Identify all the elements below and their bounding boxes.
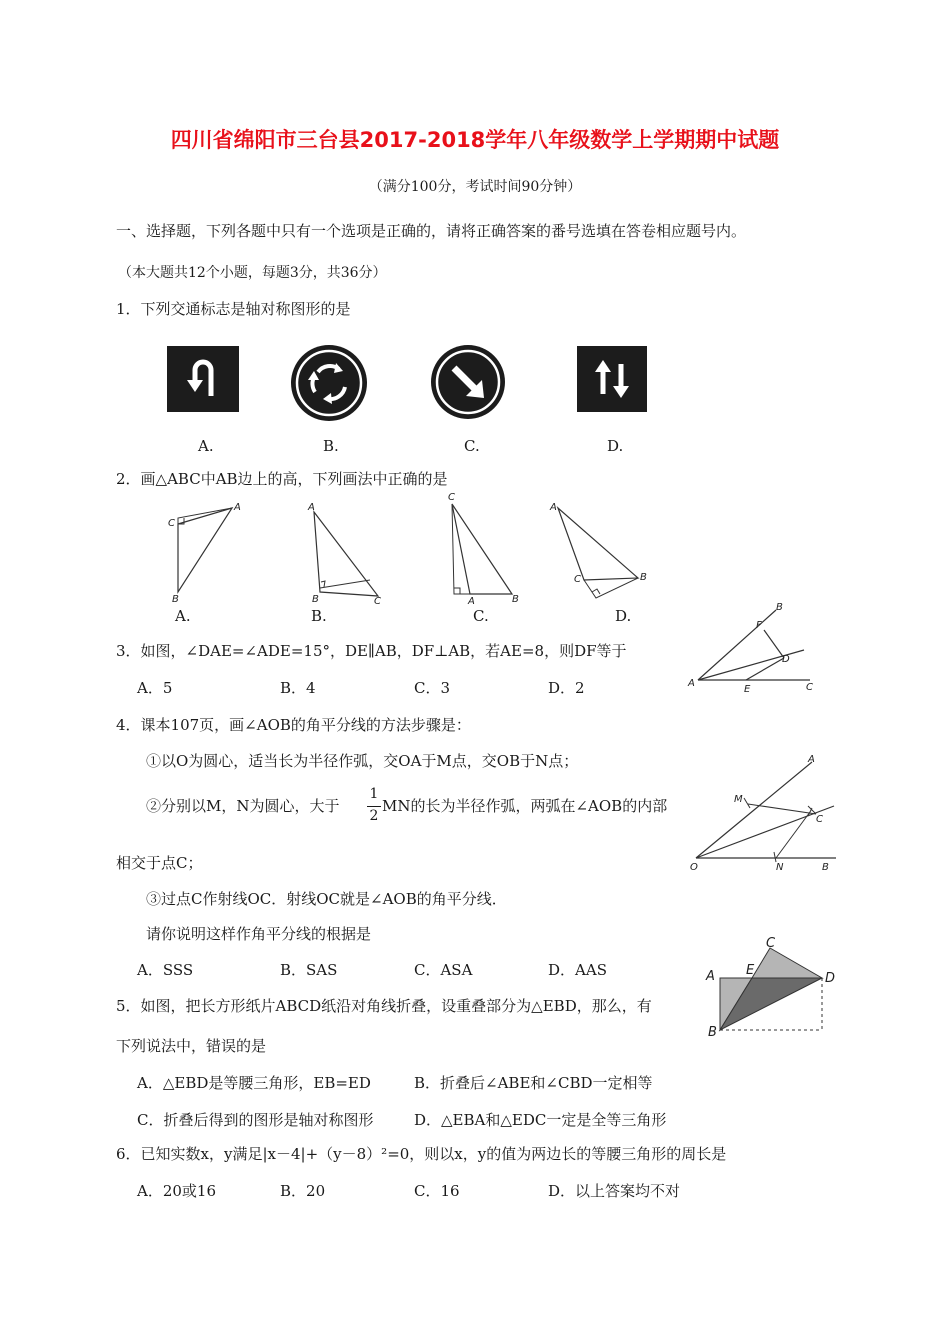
q1-option-a: A. <box>198 437 214 455</box>
q2c-label-c: C <box>448 492 455 503</box>
fraction-numerator: 1 <box>369 786 379 802</box>
fraction-denominator: 2 <box>369 808 379 824</box>
q2d-label-c: C <box>574 574 581 585</box>
q2-stem: 2．画△ABC中AB边上的高，下列画法中正确的是 <box>116 470 448 488</box>
q2b-label-c: C <box>374 596 381 607</box>
q3-option-d: D．2 <box>548 679 585 697</box>
q2-option-d: D. <box>615 607 632 625</box>
q1-option-d: D. <box>607 437 624 455</box>
q4-label-n: N <box>776 862 784 873</box>
q1-option-b: B. <box>323 437 339 455</box>
two-way-traffic-sign-icon <box>577 346 647 412</box>
q6-option-a: A．20或16 <box>137 1182 217 1200</box>
q6-option-c: C．16 <box>414 1182 460 1200</box>
q3-label-b: B <box>776 602 783 613</box>
q5-option-a: A．△EBD是等腰三角形，EB=ED <box>137 1074 371 1092</box>
q2a-label-b: B <box>172 594 179 605</box>
q4-step1: ①以O为圆心，适当长为半径作弧，交OA于M点，交OB于N点； <box>146 752 579 770</box>
q2d-label-a: A <box>550 502 557 513</box>
q4-step2-end: MN的长为半径作弧，两弧在∠AOB的内部 <box>382 797 668 815</box>
q2b-label-b: B <box>312 594 319 605</box>
q2-option-c: C. <box>473 607 489 625</box>
q3-label-f: F <box>756 620 762 631</box>
q5-option-b: B．折叠后∠ABE和∠CBD一定相等 <box>414 1074 653 1092</box>
q4-label-o: O <box>690 862 698 873</box>
q1-stem: 1．下列交通标志是轴对称图形的是 <box>116 300 351 318</box>
q2-option-a: A. <box>175 607 191 625</box>
q5-label-e: E <box>746 963 755 978</box>
q5-option-d: D．△EBA和△EDC一定是全等三角形 <box>414 1111 667 1129</box>
q4-option-a: A．SSS <box>137 961 194 979</box>
q4-question: 请你说明这样作角平分线的根据是 <box>146 925 372 943</box>
q5-label-a: A <box>706 969 715 984</box>
q4-label-b: B <box>822 862 829 873</box>
q3-option-a: A．5 <box>137 679 173 697</box>
q3-label-a: A <box>688 678 695 689</box>
q3-label-c: C <box>806 682 813 693</box>
q3-stem: 3．如图，∠DAE=∠ADE=15°，DE∥AB，DF⊥AB，若AE=8，则DF等于 <box>116 642 627 660</box>
q4-step2-cont: 相交于点C； <box>116 854 203 872</box>
q4-label-m: M <box>734 794 743 805</box>
exam-info: （满分100分，考试时间90分钟） <box>368 179 582 195</box>
q3-figure <box>684 598 824 698</box>
q4-figure <box>684 750 844 874</box>
q4-label-c: C <box>816 814 823 825</box>
q5-stem: 5．如图，把长方形纸片ABCD纸沿对角线折叠，设重叠部分为△EBD，那么，有 <box>116 997 652 1015</box>
q6-option-d: D．以上答案均不对 <box>548 1182 681 1200</box>
q2d-label-b: B <box>640 572 647 583</box>
q5-label-c: C <box>766 936 776 951</box>
q3-option-c: C．3 <box>414 679 451 697</box>
q5-label-d: D <box>825 971 836 986</box>
q2-option-b: B. <box>311 607 327 625</box>
q2c-label-b: B <box>512 594 519 605</box>
q2b-label-a: A <box>308 502 315 513</box>
q2c-label-a: A <box>468 596 475 607</box>
q6-option-b: B．20 <box>280 1182 326 1200</box>
q2a-label-c: C <box>168 518 175 529</box>
page-title: 四川省绵阳市三台县2017-2018学年八年级数学上学期期中试题 <box>170 128 780 152</box>
q4-option-d: D．AAS <box>548 961 607 979</box>
q2-figure-b <box>300 498 390 608</box>
q4-stem: 4．课本107页，画∠AOB的角平分线的方法步骤是： <box>116 716 471 734</box>
q1-option-c: C. <box>464 437 480 455</box>
q4-label-a: A <box>808 754 815 765</box>
diagonal-arrow-sign-icon <box>430 344 506 420</box>
q3-label-d: D <box>782 654 790 665</box>
q6-stem: 6．已知实数x，y满足|x－4|+（y－8）²=0，则以x，y的值为两边长的等腰三角形的周长是 <box>116 1145 727 1163</box>
q2-figure-d <box>546 498 656 608</box>
u-turn-sign-icon <box>167 346 239 412</box>
q4-option-b: B．SAS <box>280 961 338 979</box>
q4-option-c: C．ASA <box>414 961 473 979</box>
q5-option-c: C．折叠后得到的图形是轴对称图形 <box>137 1111 374 1129</box>
roundabout-sign-icon <box>290 344 368 422</box>
q4-step3: ③过点C作射线OC．射线OC就是∠AOB的角平分线． <box>146 890 507 908</box>
section-note: （本大题共12个小题，每题3分，共36分） <box>118 265 387 281</box>
q2-figure-c <box>440 490 530 606</box>
q2-figure-a <box>166 500 246 606</box>
q3-option-b: B．4 <box>280 679 316 697</box>
q3-label-e: E <box>744 684 751 695</box>
fraction-bar <box>367 806 381 807</box>
q5-label-b: B <box>708 1025 717 1040</box>
q5-figure <box>700 934 840 1040</box>
q5-stem-cont: 下列说法中，错误的是 <box>116 1037 267 1055</box>
section-heading: 一、选择题，下列各题中只有一个选项是正确的，请将正确答案的番号选填在答卷相应题号内。 <box>116 222 747 240</box>
q4-step2-start: ②分别以M，N为圆心，大于 <box>146 797 340 815</box>
q2a-label-a: A <box>234 502 241 513</box>
